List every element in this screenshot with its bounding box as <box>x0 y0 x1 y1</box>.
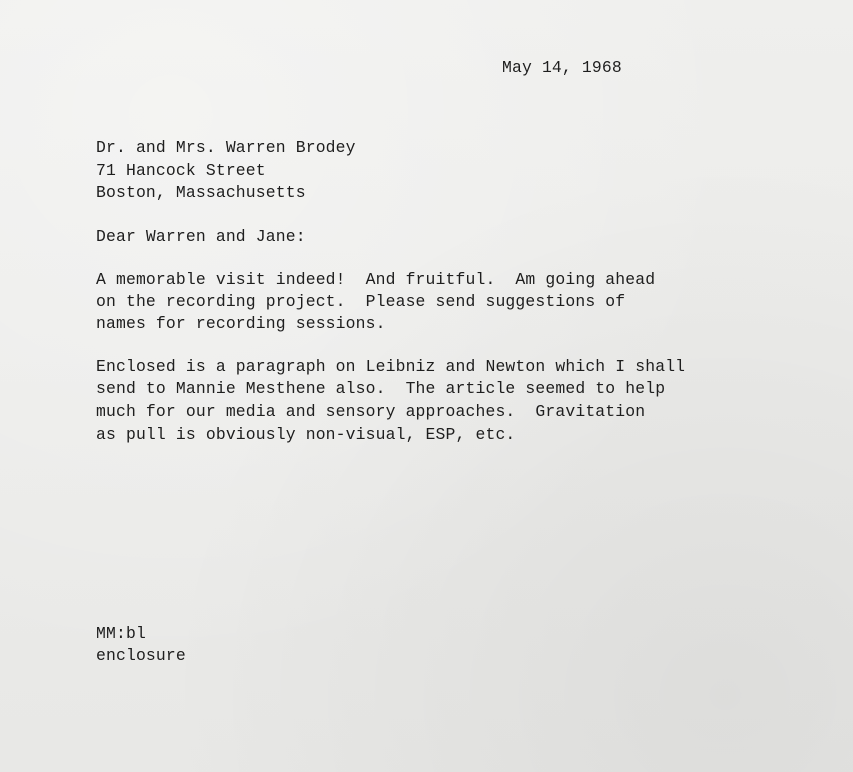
paragraph-line: names for recording sessions. <box>96 314 386 333</box>
paragraph-line: as pull is obviously non-visual, ESP, etc. <box>96 425 516 444</box>
paragraph-line: A memorable visit indeed! And fruitful. Am going ahead <box>96 270 656 289</box>
paragraph-line: much for our media and sensory approaches. Gravitation <box>96 402 646 421</box>
recipient-street: 71 Hancock Street <box>96 161 266 180</box>
recipient-city: Boston, Massachusetts <box>96 183 306 202</box>
paragraph-line: on the recording project. Please send suggestions of <box>96 292 626 311</box>
typist-initials: MM:bl <box>96 624 146 643</box>
enclosure-note: enclosure <box>96 646 186 665</box>
paragraph-line: send to Mannie Mesthene also. The article seemed to help <box>96 379 666 398</box>
letter-date: May 14, 1968 <box>502 58 622 77</box>
salutation: Dear Warren and Jane: <box>96 227 306 246</box>
paragraph-line: Enclosed is a paragraph on Leibniz and Newton which I shall <box>96 357 686 376</box>
recipient-name: Dr. and Mrs. Warren Brodey <box>96 138 356 157</box>
